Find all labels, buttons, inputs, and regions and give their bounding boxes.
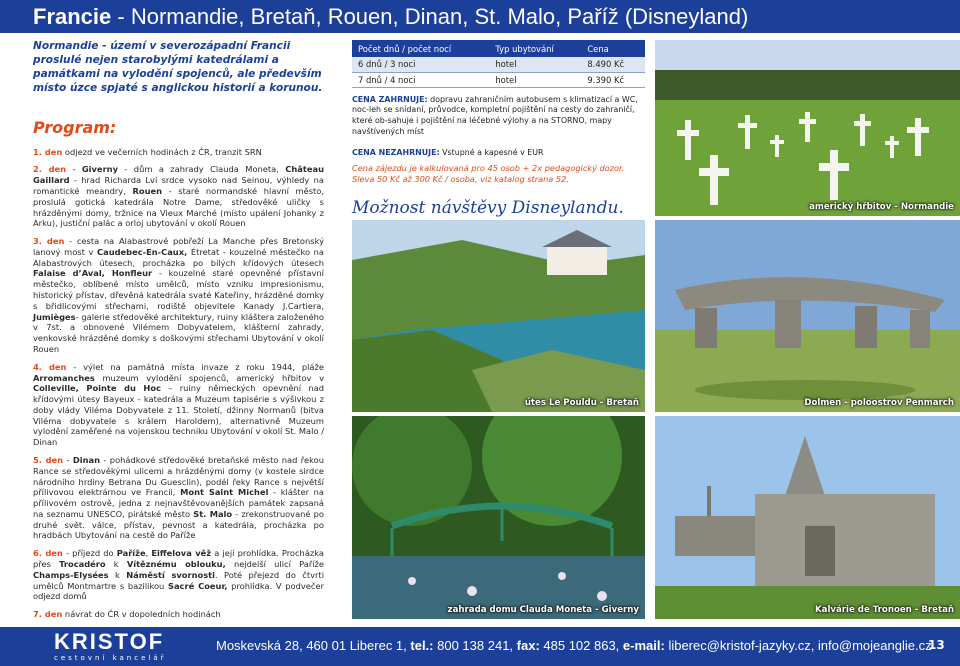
day-text: ,: [145, 548, 152, 559]
price-excludes: [352, 148, 645, 159]
highlight-place: Jumièges: [33, 311, 76, 322]
day-item: [33, 164, 324, 229]
day-item: [33, 362, 324, 448]
day-number: 1. den: [33, 146, 63, 157]
day-text: muzeum vylodění spojenců, americký hřbitov v: [94, 372, 324, 383]
logo-subtitle: cestovní kancelář: [54, 654, 167, 662]
price-cell: 8.490 Kč: [581, 57, 645, 72]
price-cell: hotel: [489, 57, 581, 72]
logo-name: KRISTOF: [54, 629, 165, 654]
tel-number: 800 138 241,: [433, 638, 517, 653]
fax-label: fax:: [516, 638, 540, 653]
highlight-place: Colleville, Pointe du Hoc: [33, 383, 161, 394]
day-item: [33, 609, 324, 620]
email-addresses: liberec@kristof-jazyky.cz, info@mojeanglie.cz: [664, 638, 932, 653]
email-label: e-mail:: [622, 638, 665, 653]
day-text: . Poté přejezd do čtvrti umělců Montmartre s bazilikou: [33, 569, 324, 591]
day-text: -: [63, 454, 73, 465]
day-item: [33, 548, 324, 602]
highlight-place: Falaise d’Aval, Honfleur: [33, 268, 153, 279]
kristof-logo: [54, 631, 190, 663]
price-note-discount: Sleva 50 Kč až 300 Kč / osoba, viz katalog strana 52.: [352, 174, 569, 185]
highlight-place: Caudebec-En-Caux,: [97, 246, 188, 257]
address: Moskevská 28, 460 01 Liberec 1,: [216, 638, 411, 653]
price-header-accommodation: Typ ubytování: [489, 40, 581, 57]
day-number: 2. den: [33, 164, 67, 175]
program-column: [33, 40, 324, 627]
day-text: - hrad Richarda Lví srdce vysoko nad Seinou, výhledy na romantické meandry,: [33, 175, 324, 197]
caption-dolmen: Dolmen - poloostrov Penmarch: [804, 398, 954, 408]
day-text: prohlídka. V podvečer odjezd domů: [33, 580, 324, 602]
intro-text: Normandie - území v severozápadní Francii proslulé nejen starobylými katedrálami a památkami na vylodění spojenců, ale především místo úzce spjaté s anglickou historií a korunou.: [33, 40, 323, 94]
day-number: 3. den: [33, 236, 65, 247]
highlight-place: Náměstí svornosti: [126, 569, 215, 580]
price-cell: hotel: [489, 72, 581, 87]
day-item: [33, 147, 324, 158]
day-text: - zrekonstruované po druhé svět. válce, přístav, pevnost a katedrála, procházka po hradbách Ubytování na cestě do Paříže: [33, 508, 324, 541]
day-text: - dům a zahrady Clauda Moneta,: [117, 164, 286, 175]
day-text: - výlet na památná místa invaze z roku 1944, pláže: [66, 361, 324, 372]
day-text: - příjezd do: [62, 548, 117, 559]
day-text: - cesta na Alabastrové pobřeží La Manche přes Bretonský lanový most v: [33, 236, 324, 257]
tel-label: tel.:: [410, 638, 434, 653]
photo-dolmen: [655, 220, 960, 412]
day-text: – ruiny německých opevnění nad křídovými útesy Bayeux - katedrála a Muzeum tapisérie s výšivkou z doby vlády Viléma Dobyvatele z 11. Století, džinny Normanů (bitva Viléma dobyvatele s králem Haroldem), alternativně Muzeum vylodění zaměřené na vojenskou techniku Ubytování v okolí St. Malo / Dinan: [33, 383, 324, 448]
day-text: návrat do ČR v dopoledních hodinách: [62, 609, 221, 620]
price-cell: 6 dnů / 3 noci: [352, 57, 489, 72]
disneyland-option: Možnost návštěvy Disneylandu.: [352, 197, 624, 218]
program-heading: Program:: [33, 117, 117, 137]
highlight-place: Giverny: [81, 164, 118, 175]
fax-number: 485 102 863,: [539, 638, 623, 653]
caption-cemetery: americký hřbitov - Normandie: [809, 202, 954, 212]
day-text: - klášter na přílivovém ostrově, jedna z nejnavštěvovanějších památek zapsaná na seznamu UNESCO, pirátské město: [33, 487, 325, 519]
highlight-place: Eiffelova věž: [151, 548, 212, 559]
highlight-place: Paříže: [116, 548, 146, 559]
title-regions: - Normandie, Bretaň, Rouen, Dinan, St. Malo, Paříž (Disneyland): [111, 4, 749, 29]
day-list: [33, 147, 324, 620]
day-number: 6. den: [33, 548, 63, 559]
table-row: [352, 57, 645, 72]
caption-garden: zahrada domu Clauda Moneta - Giverny: [447, 605, 639, 615]
day-text: - kouzelné staré opevněné přístavní městečko, oblíbené místo umělců, místo vzniku impresionismu, historický přístav, dřevěná katedrála svaté Kateřiny, hrázděné domky s břidlicovými střechami, rodiště objevitele Kanady J.Cartiera,: [33, 268, 324, 311]
dolmen-image: [655, 220, 960, 412]
caption-calvary: Kalvárie de Tronoen - Bretaň: [814, 605, 954, 615]
price-cell: 7 dnů / 4 noci: [352, 72, 489, 87]
excludes-text: Vstupné a kapesné v EUR: [439, 148, 544, 158]
photo-cliffs: [352, 220, 645, 412]
highlight-place: Arromanches: [33, 372, 95, 383]
excludes-label: CENA NEZAHRNUJE:: [352, 148, 440, 158]
day-text: - staré normandské hlavní město, proslulá gotická katedrála Notre Dame, středověké uličky s hrázděnými domy, tržnice na Vieux Marché (místo upálení Johanky z Arku), justiční palác a orloj ubytování v okolí Rouen: [33, 186, 324, 229]
garden-image: [352, 416, 645, 619]
day-number: 7. den: [33, 609, 63, 620]
highlight-place: Rouen: [132, 186, 163, 197]
photo-garden: [352, 416, 645, 619]
highlight-place: Sacré Coeur,: [167, 580, 228, 591]
highlight-place: Trocadéro: [59, 559, 106, 570]
page-number: 13: [928, 638, 945, 652]
calvary-image: [655, 416, 960, 619]
table-row: [352, 72, 645, 87]
title-country: Francie: [33, 4, 112, 29]
day-item: [33, 455, 324, 541]
highlight-place: Champs-Elysées: [33, 569, 109, 580]
price-cell: 9.390 Kč: [581, 72, 645, 87]
day-text: - galerie středověké architektury, ruiny kláštera založeného v 7st. a obnovené Vilémem Dobyvatelem, klášterní zahrady, venkovské hrázděné domky s doškovými střechami Ubytování v okolí Rouen: [33, 311, 324, 354]
photo-cemetery: [655, 40, 960, 216]
highlight-place: St. Malo: [193, 508, 233, 519]
day-item: [33, 236, 324, 355]
day-text: k: [105, 559, 127, 570]
day-number: 5. den: [33, 454, 64, 465]
day-text: a její prohlídka. Procházka přes: [33, 548, 324, 570]
day-text: -: [66, 164, 82, 175]
highlight-place: Dinan: [72, 454, 101, 465]
highlight-place: Château Gaillard: [33, 164, 324, 186]
footer-bar: [0, 627, 960, 666]
price-header-duration: Počet dnů / počet nocí: [352, 40, 489, 57]
day-number: 4. den: [33, 361, 67, 372]
price-column: [352, 40, 645, 218]
day-text: k: [108, 569, 127, 580]
page-title: [0, 0, 960, 33]
includes-text: dopravu zahraničním autobusem s klimatizací a WC, noc-leh se snídaní, průvodce, kompletní pojištění na cesty do zahraničí, které ob-sahuje i pojištění na léčebné výlohy a na STORNO, mapy navštívených míst: [352, 94, 638, 137]
highlight-place: Vítěznému oblouku,: [126, 559, 226, 570]
price-includes: [352, 95, 645, 139]
price-header-price: Cena: [581, 40, 645, 57]
day-text: - pohádkové středověké bretaňské město nad řekou Rance se středověkými ulicemi a hrázděnými domy (v kostele sirdce národního hrdiny Betrana Du Guesclin), podél řeky Rance s největší přílivovou elektrárnou ve Francii,: [33, 454, 324, 498]
includes-label: CENA ZAHRNUJE:: [352, 94, 428, 104]
cliffs-image: [352, 220, 645, 412]
cemetery-image: [655, 40, 960, 216]
day-text: nejdelší ulicí Paříže: [225, 559, 325, 570]
day-text: Étretat - kouzelné městečko na Alabastrových útesech, procházka po bílých křídových útesech: [33, 246, 324, 268]
price-table: [352, 40, 645, 88]
price-note-group: Cena zájezdu je kalkulovaná pro 45 osob + 2x pedagogický dozor.: [352, 163, 625, 174]
day-text: odjezd ve večerních hodinách z ČR, tranzit SRN: [62, 146, 262, 157]
highlight-place: Mont Saint Michel: [180, 487, 269, 498]
photo-calvary: [655, 416, 960, 619]
caption-cliffs: útes Le Pouldu - Bretaň: [524, 398, 639, 408]
contact-line: [216, 638, 932, 653]
